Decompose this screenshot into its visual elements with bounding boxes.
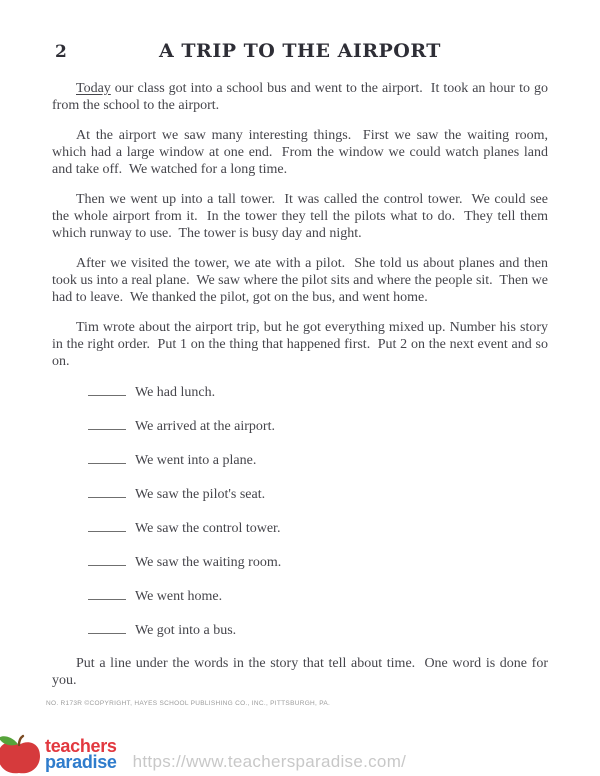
answer-blank[interactable] [88, 553, 126, 566]
sequence-item [88, 519, 548, 537]
answer-blank[interactable] [88, 451, 126, 464]
site-url-link[interactable]: https://www.teachersparadise.com/ [132, 752, 407, 771]
sequence-item [88, 553, 548, 571]
sequence-item [88, 383, 548, 401]
page-number: 2 [55, 42, 67, 62]
brand-name-paradise: paradise [45, 752, 117, 772]
page-header [52, 40, 548, 66]
numbering-instructions: Tim wrote about the airport trip, but he got everything mixed up. Number his story in the right order. Put 1 on the thing that happened first. Put 2 on the next event and so on. [52, 320, 548, 369]
sequence-item [88, 451, 548, 469]
underlined-word-today: Today [76, 81, 111, 96]
sequence-item-text: We saw the waiting room. [135, 555, 282, 570]
sequence-item-text: We had lunch. [135, 385, 216, 400]
answer-blank[interactable] [88, 621, 126, 634]
story-paragraph-2: At the airport we saw many interesting things. First we saw the waiting room, which had a large window at one end. From the window we could watch planes land and take off. We watched for a long time. [52, 128, 548, 177]
story-paragraph-1 [52, 80, 548, 114]
answer-blank[interactable] [88, 587, 126, 600]
story-paragraph-4: After we visited the tower, we ate with a pilot. She told us about planes and then took us into a real plane. We saw where the pilot sits and where the people sit. Then we had to leave. We thanked the pilot, got on the bus, and went home. [52, 256, 549, 305]
apple-logo-icon [0, 733, 43, 775]
page-title: A TRIP TO THE AIRPORT [159, 40, 441, 62]
sequence-item-text: We got into a bus. [135, 623, 237, 638]
sequence-list [88, 383, 548, 639]
story-paragraph-1-text: our class got into a school bus and went to the airport. It took an hour to go from the school to the airport. [52, 81, 548, 113]
story-paragraph-3: Then we went up into a tall tower. It was called the control tower. We could see the whole airport from it. In the tower they tell the pilots what to do. They tell them which runway to use. The tower is busy day and night. [52, 192, 548, 241]
brand-wordmark [45, 738, 117, 770]
site-footer [0, 732, 600, 776]
sequence-item-text: We saw the pilot's seat. [135, 487, 266, 502]
answer-blank[interactable] [88, 485, 126, 498]
brand-name-teachers: teachers [45, 736, 117, 756]
sequence-item-text: We went home. [135, 589, 223, 604]
answer-blank[interactable] [88, 519, 126, 532]
sequence-item-text: We saw the control tower. [135, 521, 281, 536]
sequence-item [88, 417, 548, 435]
brand-logo[interactable] [0, 733, 117, 775]
copyright-fine-print: NO. R173R ©COPYRIGHT, HAYES SCHOOL PUBLISHING CO., INC., PITTSBURGH, PA. [46, 700, 331, 707]
answer-blank[interactable] [88, 383, 126, 396]
sequence-item [88, 485, 548, 503]
sequence-item [88, 621, 548, 639]
sequence-item [88, 587, 548, 605]
closing-instruction: Put a line under the words in the story that tell about time. One word is done for you. [52, 656, 548, 688]
sequence-item-text: We went into a plane. [135, 453, 257, 468]
answer-blank[interactable] [88, 417, 126, 430]
sequence-item-text: We arrived at the airport. [135, 419, 275, 434]
